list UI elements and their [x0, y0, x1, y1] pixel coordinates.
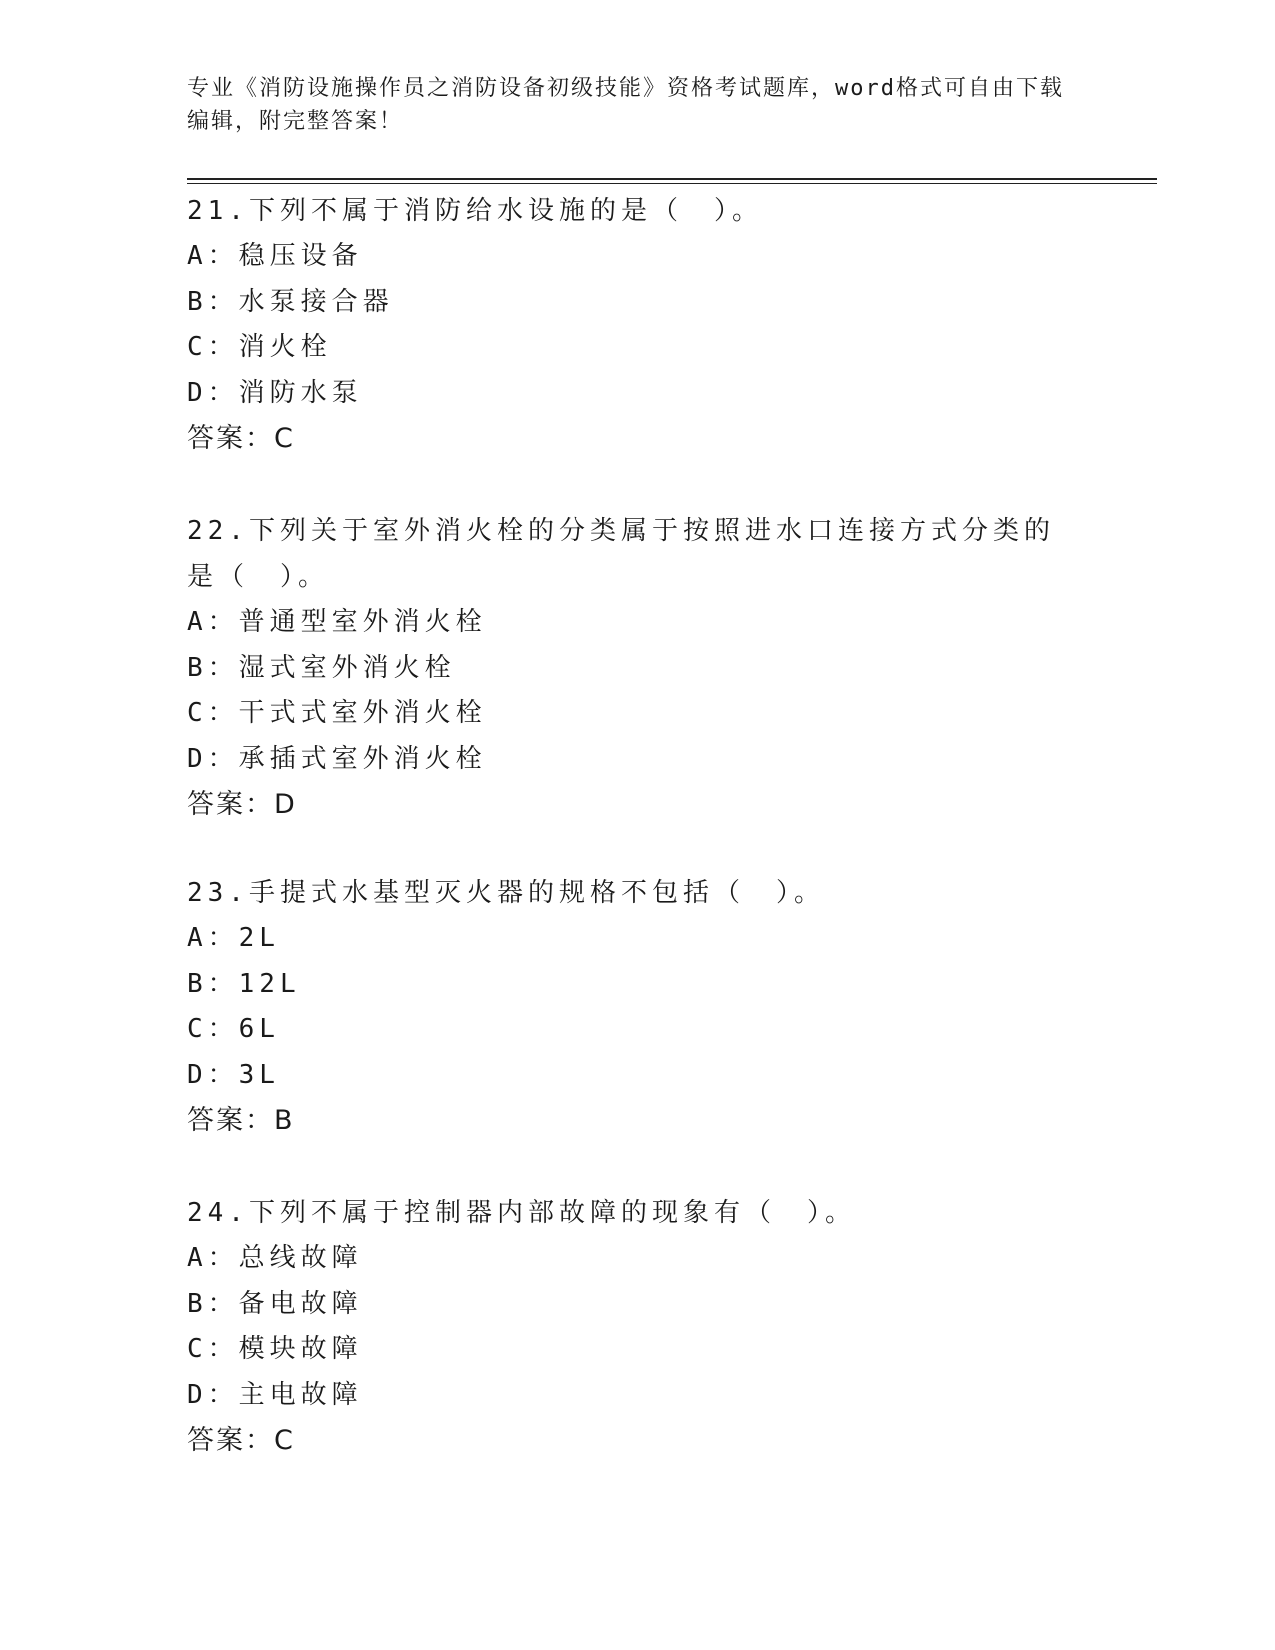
- option-c: C：6L: [187, 1014, 280, 1044]
- answer-line: 答案：B: [187, 1105, 295, 1136]
- answer-line: 答案：C: [187, 1425, 295, 1456]
- header-rule-thick: [187, 178, 1157, 180]
- question-title: 23.手提式水基型灭火器的规格不包括（ ）。: [187, 878, 825, 908]
- option-d: D：3L: [187, 1059, 280, 1090]
- answer-line: 答案：D: [187, 789, 297, 820]
- option-d: D：消防水泵: [187, 377, 363, 408]
- option-c: C：消火栓: [187, 332, 332, 362]
- document-header: 专业《消防设施操作员之消防设备初级技能》资格考试题库，word格式可自由下载编辑，附完整答案！: [187, 76, 1064, 134]
- question-21: [187, 188, 1057, 462]
- option-d: D：承插式室外消火栓: [187, 743, 487, 774]
- option-b: B：湿式室外消火栓: [187, 652, 456, 683]
- option-b: B：12L: [187, 968, 301, 999]
- question-24: [187, 1190, 1057, 1464]
- option-a: A：稳压设备: [187, 241, 363, 271]
- option-c: C：干式式室外消火栓: [187, 698, 487, 728]
- option-b: B：水泵接合器: [187, 286, 394, 317]
- option-c: C：模块故障: [187, 1334, 363, 1364]
- option-b: B：备电故障: [187, 1288, 363, 1319]
- header-rule-thin: [187, 183, 1157, 184]
- question-22: [187, 508, 1057, 828]
- option-a: A：普通型室外消火栓: [187, 607, 487, 637]
- question-23: [187, 870, 1057, 1144]
- question-title: 21.下列不属于消防给水设施的是（ ）。: [187, 196, 763, 226]
- question-title: 24.下列不属于控制器内部故障的现象有（ ）。: [187, 1198, 856, 1228]
- option-a: A：2L: [187, 923, 280, 953]
- question-title: 22.下列关于室外消火栓的分类属于按照进水口连接方式分类的是（ ）。: [187, 516, 1055, 592]
- answer-line: 答案：C: [187, 423, 295, 454]
- option-a: A：总线故障: [187, 1243, 363, 1273]
- option-d: D：主电故障: [187, 1379, 363, 1410]
